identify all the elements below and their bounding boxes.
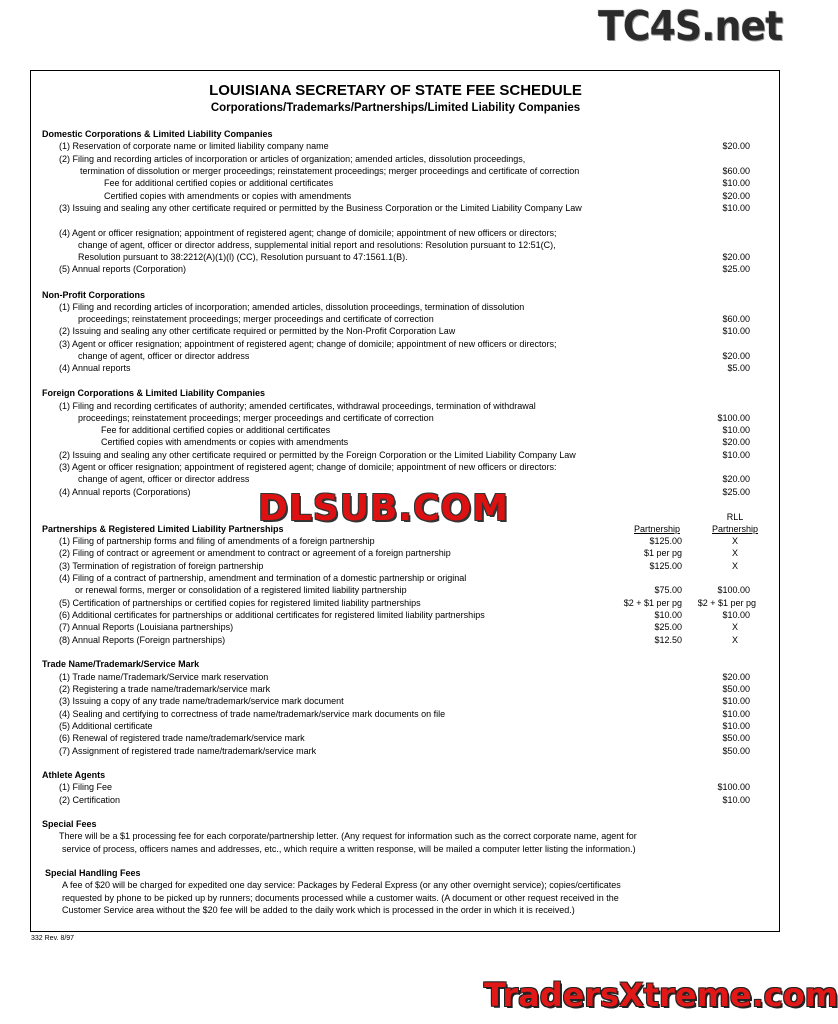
partnership-fee: $10.00 — [654, 610, 682, 620]
section-heading-nonprofit: Non-Profit Corporations — [42, 290, 145, 300]
fee-line: (5) Annual reports (Corporation) — [59, 264, 187, 274]
fee-line: (2) Filing of contract or agreement or amendment to contract or agreement of a foreign partnership — [59, 548, 451, 558]
special-handling-text: A fee of $20 will be charged for expedited one day service: Packages by Federal Express (or any other overnight service); copies/certificates — [62, 880, 621, 890]
special-fees-text: service of process, officers names and addresses, etc., which require a written response, will be mailed a computer letter listing the information.) — [62, 844, 636, 854]
fee-amount: $10.00 — [722, 326, 750, 336]
fee-line: (2) Filing and recording articles of incorporation or articles of organization; amended articles, dissolution proceedings, — [59, 154, 526, 164]
fee-line: (3) Issuing a copy of any trade name/trademark/service mark document — [59, 696, 344, 706]
partnership-fee: $2 + $1 per pg — [623, 598, 682, 608]
fee-line: (3) Termination of registration of foreign partnership — [59, 561, 264, 571]
fee-line: (7) Assignment of registered trade name/trademark/service mark — [59, 746, 317, 756]
rll-fee: X — [731, 622, 738, 632]
fee-amount: $10.00 — [722, 709, 750, 719]
partnership-fee: $125.00 — [649, 561, 682, 571]
partnership-fee: $75.00 — [654, 585, 682, 595]
partnership-column-header: Partnership — [633, 524, 681, 534]
document-title: LOUISIANA SECRETARY OF STATE FEE SCHEDULE — [209, 82, 582, 99]
fee-line: (1) Filing of partnership forms and filing of amendments of a foreign partnership — [59, 536, 375, 546]
rll-fee: X — [731, 561, 738, 571]
fee-amount: $10.00 — [722, 178, 750, 188]
rll-fee: $10.00 — [722, 610, 750, 620]
fee-line: termination of dissolution or merger proceedings; reinstatement proceedings; merger proceedings and certificate of correction — [80, 166, 580, 176]
fee-line: (7) Annual Reports (Louisiana partnerships) — [59, 622, 234, 632]
special-handling-text: requested by phone to be picked up by runners; documents processed while a customer waits. (A document or other request received in the — [62, 893, 619, 903]
special-handling-text: Customer Service area without the $20 fee will be added to the daily work which is processed in the order in which it is received.) — [62, 905, 575, 915]
fee-line: (2) Registering a trade name/trademark/service mark — [59, 684, 271, 694]
fee-line: proceedings; reinstatement proceedings; merger proceedings and certificate of correction — [78, 314, 434, 324]
fee-line: Fee for additional certified copies or additional certificates — [104, 178, 334, 188]
fee-line: (4) Annual reports (Corporations) — [59, 487, 191, 497]
fee-amount: $10.00 — [722, 450, 750, 460]
fee-amount: $100.00 — [717, 782, 750, 792]
rll-column-label: RLL — [726, 512, 744, 522]
partnership-fee: $25.00 — [654, 622, 682, 632]
fee-line: (1) Filing and recording articles of incorporation; amended articles, dissolution proceedings, termination of dissolution — [59, 302, 525, 312]
fee-line: Resolution pursuant to 38:2212(A)(1)(l) (CC), Resolution pursuant to 47:1561.1(B). — [78, 252, 408, 262]
fee-amount: $60.00 — [722, 166, 750, 176]
fee-line: change of agent, officer or director address, supplemental initial report and resolutions: Resolution pursuant to 12:51(C), — [78, 240, 556, 250]
section-heading-trademark: Trade Name/Trademark/Service Mark — [42, 659, 200, 669]
fee-line: (1) Reservation of corporate name or limited liability company name — [59, 141, 329, 151]
fee-amount: $100.00 — [717, 413, 750, 423]
fee-line: change of agent, officer or director address — [78, 351, 250, 361]
fee-amount: $10.00 — [722, 795, 750, 805]
fee-line: (8) Annual Reports (Foreign partnerships) — [59, 635, 226, 645]
fee-line: Certified copies with amendments or copies with amendments — [104, 191, 352, 201]
fee-line: (5) Additional certificate — [59, 721, 153, 731]
fee-amount: $5.00 — [727, 363, 750, 373]
tradersxtreme-watermark: TradersXtreme.com — [484, 976, 838, 1014]
fee-amount: $20.00 — [722, 141, 750, 151]
fee-amount: $10.00 — [722, 203, 750, 213]
rll-fee: $100.00 — [717, 585, 750, 595]
fee-line: (2) Certification — [59, 795, 121, 805]
partnership-fee: $1 per pg — [643, 548, 682, 558]
revision-label: 332 Rev. 8/97 — [31, 935, 75, 942]
fee-line: (4) Annual reports — [59, 363, 131, 373]
fee-amount: $20.00 — [722, 474, 750, 484]
fee-line: Certified copies with amendments or copies with amendments — [101, 437, 349, 447]
fee-line: (1) Trade name/Trademark/Service mark reservation — [59, 672, 269, 682]
fee-amount: $20.00 — [722, 351, 750, 361]
document-subtitle: Corporations/Trademarks/Partnerships/Limited Liability Companies — [210, 102, 581, 114]
fee-line: (2) Issuing and sealing any other certificate required or permitted by the Non-Profit Corporation Law — [59, 326, 456, 336]
fee-line: (6) Additional certificates for partnerships or additional certificates for registered limited liability partnerships — [59, 610, 485, 620]
fee-line: (5) Certification of partnerships or certified copies for registered limited liability partnerships — [59, 598, 421, 608]
fee-amount: $50.00 — [722, 746, 750, 756]
fee-amount: $20.00 — [722, 252, 750, 262]
rll-fee: $2 + $1 per pg — [697, 598, 756, 608]
fee-amount: $20.00 — [722, 437, 750, 447]
fee-amount: $20.00 — [722, 191, 750, 201]
section-heading-special-fees: Special Fees — [42, 819, 97, 829]
fee-line: or renewal forms, merger or consolidation of a registered limited liability partnership — [75, 585, 407, 595]
special-fees-text: There will be a $1 processing fee for each corporate/partnership letter. (Any request for information such as the correct corporate name, agent for — [59, 831, 637, 841]
fee-amount: $50.00 — [722, 733, 750, 743]
fee-amount: $60.00 — [722, 314, 750, 324]
partnership-fee: $12.50 — [654, 635, 682, 645]
section-heading-partnerships: Partnerships & Registered Limited Liability Partnerships — [42, 524, 284, 534]
rll-fee: X — [731, 635, 738, 645]
rll-fee: X — [731, 536, 738, 546]
section-heading-special-handling: Special Handling Fees — [45, 868, 141, 878]
fee-line: (1) Filing Fee — [59, 782, 113, 792]
fee-line: (3) Issuing and sealing any other certificate required or permitted by the Business Corporation or the Limited Liability Company Law — [59, 203, 582, 213]
fee-line: (1) Filing and recording certificates of authority; amended certificates, withdrawal proceedings, termination of withdrawal — [59, 401, 536, 411]
fee-amount: $25.00 — [722, 264, 750, 274]
fee-line: (2) Issuing and sealing any other certificate required or permitted by the Foreign Corporation or the Limited Liability Company Law — [59, 450, 576, 460]
section-heading-athlete-agents: Athlete Agents — [42, 770, 106, 780]
fee-amount: $10.00 — [722, 721, 750, 731]
fee-line: (4) Sealing and certifying to correctness of trade name/trademark/service mark documents on file — [59, 709, 446, 719]
dlsub-watermark: DLSUB.COM — [258, 488, 509, 529]
fee-amount: $50.00 — [722, 684, 750, 694]
section-heading-domestic: Domestic Corporations & Limited Liability Companies — [42, 129, 273, 139]
fee-line: (6) Renewal of registered trade name/trademark/service mark — [59, 733, 305, 743]
rll-partnership-column-header: Partnership — [711, 524, 759, 534]
tc4s-watermark: TC4S.net — [598, 2, 783, 50]
fee-line: proceedings; reinstatement proceedings; merger proceedings and certificate of correction — [78, 413, 434, 423]
fee-amount: $10.00 — [722, 696, 750, 706]
rll-fee: X — [731, 548, 738, 558]
fee-line: (3) Agent or officer resignation; appointment of registered agent; change of domicile; appointment of new officers or directors; — [59, 339, 557, 349]
fee-line: Fee for additional certified copies or additional certificates — [101, 425, 331, 435]
fee-amount: $10.00 — [722, 425, 750, 435]
fee-line: (3) Agent or officer resignation; appointment of registered agent; change of domicile; appointment of new officers or directors: — [59, 462, 557, 472]
partnership-fee: $125.00 — [649, 536, 682, 546]
fee-line: (4) Filing of a contract of partnership, amendment and termination of a domestic partnership or original — [59, 573, 467, 583]
section-heading-foreign: Foreign Corporations & Limited Liability Companies — [42, 388, 266, 398]
fee-line: change of agent, officer or director address — [78, 474, 250, 484]
fee-amount: $25.00 — [722, 487, 750, 497]
fee-amount: $20.00 — [722, 672, 750, 682]
fee-line: (4) Agent or officer resignation; appointment of registered agent; change of domicile; appointment of new officers or directors; — [59, 228, 557, 238]
